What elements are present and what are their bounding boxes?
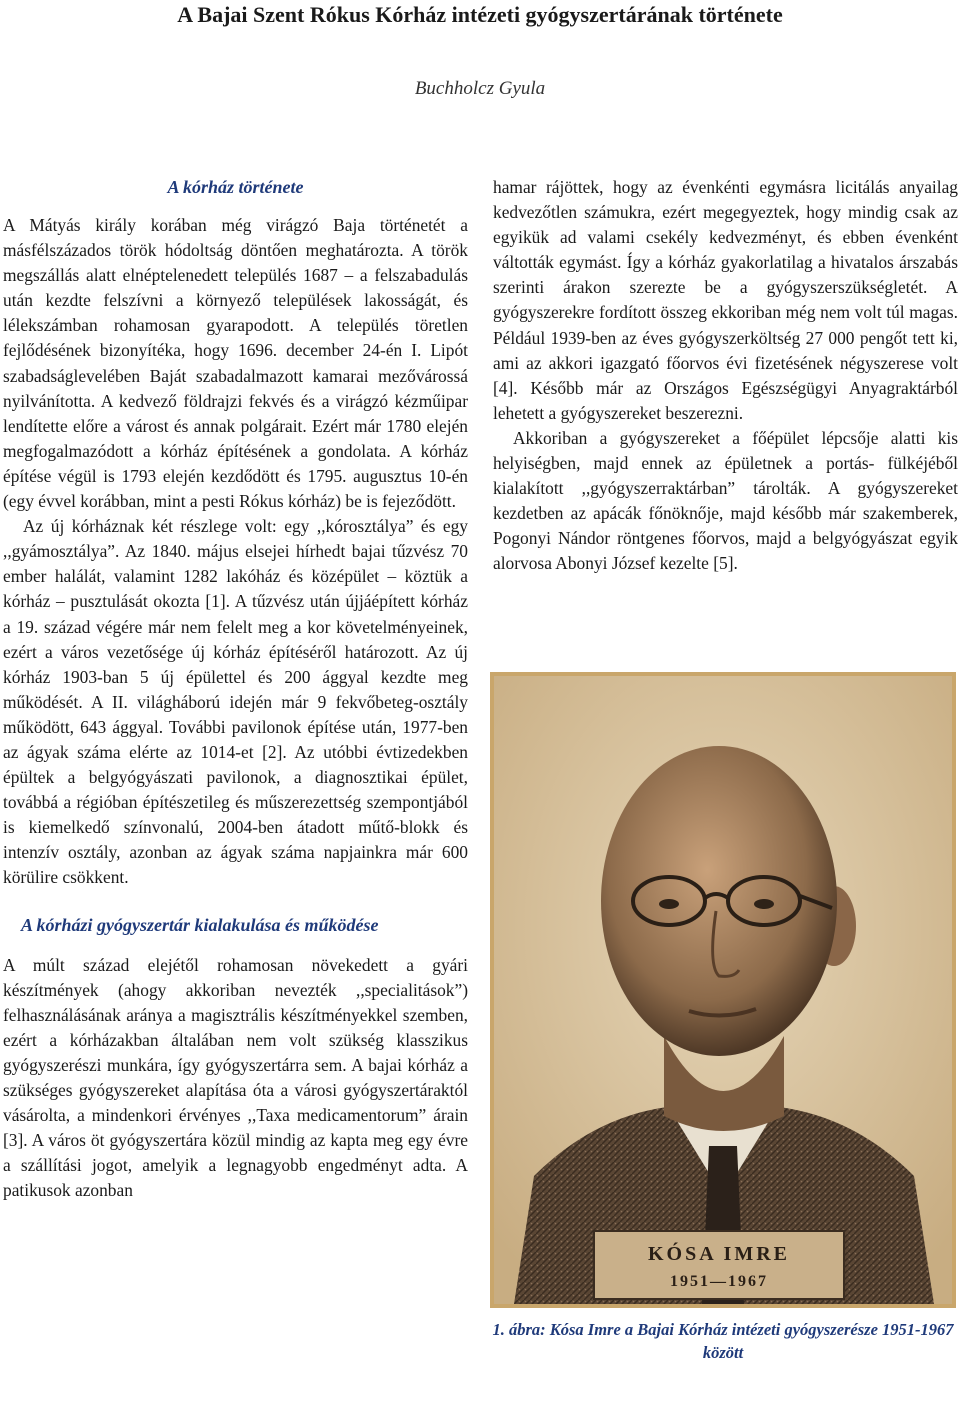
author-name: Buchholcz Gyula — [414, 78, 546, 99]
paragraph-pharmacy-3: Akkoriban a gyógyszereket a főépület lépcsője alatti kis helyiségben, majd ennek az épületnek a portás- fülkéjéből kialakított ,,gyógyszerraktárban” tárolták. A gyógyszereket kezdetben az apácák főnöknője, majd később már szakemberek, Pogonyi Nándor röntgenes főorvos, majd a belgyógyászat egyik alorvosa Abonyi József kezelte [5]. — [493, 427, 958, 574]
nameplate-years: 1951—1967 — [670, 1273, 768, 1290]
section-heading-pharmacy: A kórházi gyógyszertár kialakulása és működése — [21, 914, 379, 935]
portrait-figure — [490, 672, 956, 1308]
paragraph-history-2: Az új kórháznak két részlege volt: egy ,,kórosztálya” és egy ,,gyámosztálya”. Az 1840. május elsejei hírhedt bajai tűzvész 70 ember halálát, valamint 1282 lakóház és középület – köztük a kórház – pusztulását okozta [1]. A tűzvész után újjáépített kórház a 19. század végére már nem felelt meg a kor követelményeinek, ezért a város vezetősége új kórház építéséről határozott. Az új kórház 1903-ban 5 új épülettel és 200 ággyal kezdte meg működését. A II. világháború idején már 9 fekvőbeteg-osztály működött, 643 ággyal. További pavilonok építése után, 1977-ben az ágyak száma elérte az 1014-et [2]. Az utóbbi évtizedekben épültek a belgyógyászati pavilonok, a diagnosztikai épület, továbbá a régióban építészetileg és műszerezettség szempontjából is kiemelkedő színvonalú, 2004-ben átadott műtő-blokk és intenzív osztály, azonban az ágyak száma napjainkra már 600 körülire csökkent. — [3, 516, 468, 888]
paragraph-history-1: A Mátyás király korában még virágzó Baja történetét a másfélszázados török hódoltság döntően meghatározta. A török megszállás alatt elnéptelenedett település 1687 – a felszabadulás után kezdte felszívni a környező települések lakosságát, és lélekszámban rohamosan gyarapodott. A település töretlen fejlődésének bizonyítéka, hogy 1696. december 24-én I. Lipót szabadságlevelében Baját szabadalmazott kamarai mezővárossá nyilvánította. A kedvező földrajzi fekvés és a virágzó kézműipar lendítette előre a várost és annak polgárait. Ezért már 1780 elején megfogalmazódott a kórház építésének a gondolata. A kórház építése végül is 1793 elején kezdődött és 1795. augusztus 10-én (egy évvel korábban, mint a pesti Rókus kórház) be is fejeződött. — [3, 215, 468, 512]
right-column — [493, 175, 958, 577]
nameplate-name: KÓSA IMRE — [647, 1243, 791, 1265]
figure-caption: 1. ábra: Kósa Imre a Bajai Kórház intézeti gyógyszerésze 1951-1967 között — [492, 1320, 954, 1362]
paragraph-pharmacy-2: hamar rájöttek, hogy az évenkénti egymásra licitálás anyailag kedvezőtlen számukra, ezért megegyeztek, hogy mindig csak az egyikük ad valami csekély kedvezményt, és ebben évenként váltották egymást. Így a kórház gyakorlatilag a hivatalos árszabás szerinti árakon szerezte be a gyógyszerszükségletét. A gyógyszerekre fordított összeg ekkoriban még nem volt túl magas. Például 1939-ben az éves gyógyszerköltség 27 000 pengőt tett ki, ami az akkori igazgató főorvos évi fizetésének négyszerese volt [4]. Később már az Országos Egészségügyi Anyagraktárból lehetett a gyógyszereket beszerezni. — [493, 177, 958, 423]
portrait-photo — [494, 676, 952, 1304]
article-title: A Bajai Szent Rókus Kórház intézeti gyógyszertárának története — [177, 2, 783, 27]
section-heading-hospital-history: A kórház története — [167, 177, 304, 197]
paragraph-pharmacy-1: A múlt század elejétől rohamosan növekedett a gyári készítmények (ahogy akkoriban nevezték ,,specialitások”) felhasználásának aránya a magisztrális készítményekkel szemben, ezért a kórházakban általában nem volt szükség klasszikus gyógyszerészi munkára, így gyógyszertárra sem. A bajai kórház a szükséges gyógyszereket alapítása óta a városi gyógyszertáraktól vásárolta, a mindenkori érvényes ,,Taxa medicamentorum” árain [3]. A város öt gyógyszertára közül mindig az kapta meg egy évre a szállítási jogot, amelyik a legnagyobb engedményt adta. A patikusok azonban — [3, 954, 468, 1201]
left-column — [3, 175, 468, 1203]
